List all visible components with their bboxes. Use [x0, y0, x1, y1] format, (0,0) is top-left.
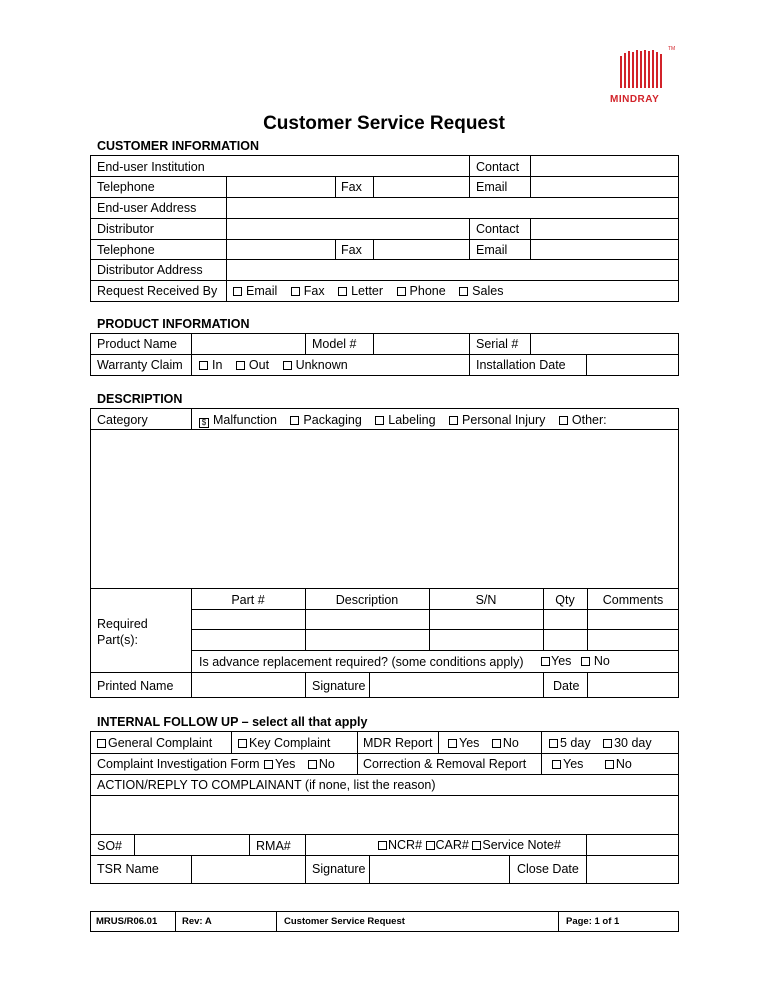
parts-col-comments: Comments	[602, 593, 664, 607]
category-labeling-checkbox[interactable]: Labeling	[375, 413, 435, 427]
required-parts-label: Required Part(s):	[97, 617, 148, 647]
tsr-name-field[interactable]	[192, 856, 304, 883]
so-field[interactable]	[135, 835, 248, 854]
mdr-yes-checkbox[interactable]: Yes	[448, 736, 479, 750]
mdr-days-options	[549, 737, 652, 750]
crr-options	[552, 758, 632, 771]
end-user-institution-label: End-user Institution	[97, 160, 205, 174]
description-heading: DESCRIPTION	[97, 392, 183, 406]
telephone-field-1[interactable]	[227, 177, 334, 196]
crr-yes-checkbox[interactable]: Yes	[552, 757, 583, 771]
received-fax-checkbox[interactable]: Fax	[291, 284, 325, 298]
received-phone-checkbox[interactable]: Phone	[397, 284, 446, 298]
advance-no-checkbox[interactable]: No	[581, 654, 610, 668]
model-label: Model #	[312, 337, 357, 351]
signature-label-2: Signature	[312, 862, 366, 876]
tsr-name-label: TSR Name	[97, 862, 159, 876]
parts-col-description: Description	[335, 593, 399, 607]
parts-col-part: Part #	[231, 593, 265, 607]
installation-date-field[interactable]	[587, 355, 678, 375]
page-title: Customer Service Request	[263, 113, 505, 134]
category-other-checkbox[interactable]: Other:	[559, 413, 607, 427]
cif-options	[264, 758, 335, 771]
footer-doc-number: MRUS/R06.01	[96, 916, 158, 927]
product-name-label: Product Name	[97, 337, 177, 351]
close-date-field[interactable]	[587, 856, 678, 883]
category-malfunction-checkbox[interactable]: $ Malfunction	[199, 413, 277, 427]
telephone-label-2: Telephone	[97, 243, 155, 257]
printed-name-field[interactable]	[192, 673, 304, 697]
cif-yes-checkbox[interactable]: Yes	[264, 757, 295, 771]
rma-field[interactable]	[306, 835, 376, 854]
logo-tm: TM	[668, 46, 676, 52]
warranty-in-checkbox[interactable]: In	[199, 358, 222, 372]
parts-row-2[interactable]	[192, 630, 678, 649]
end-user-address-field[interactable]	[227, 198, 678, 217]
crr-no-checkbox[interactable]: No	[605, 757, 632, 771]
key-complaint-checkbox[interactable]: Key Complaint	[238, 736, 330, 750]
serial-label: Serial #	[476, 337, 519, 351]
general-complaint-checkbox[interactable]: General Complaint	[97, 736, 212, 750]
installation-date-label: Installation Date	[476, 358, 566, 372]
distributor-label: Distributor	[97, 222, 154, 236]
so-label: SO#	[97, 839, 123, 853]
rma-label: RMA#	[256, 839, 291, 853]
date-field[interactable]	[588, 673, 678, 697]
contact-label-2: Contact	[476, 222, 520, 236]
parts-col-qty: Qty	[555, 593, 575, 607]
received-sales-checkbox[interactable]: Sales	[459, 284, 503, 298]
warranty-out-checkbox[interactable]: Out	[236, 358, 269, 372]
distributor-field[interactable]	[227, 219, 468, 238]
contact-field-2[interactable]	[531, 219, 678, 238]
service-note-checkbox[interactable]: Service Note#	[472, 838, 561, 852]
mdr-options	[448, 737, 519, 750]
date-label: Date	[553, 679, 580, 693]
model-field[interactable]	[374, 334, 468, 353]
footer-form-title: Customer Service Request	[284, 916, 405, 927]
contact-field-1[interactable]	[531, 156, 678, 175]
signature-field-2[interactable]	[370, 856, 508, 883]
parts-col-sn: S/N	[475, 593, 497, 607]
mindray-logo	[608, 44, 678, 106]
customer-info-heading: CUSTOMER INFORMATION	[97, 139, 260, 153]
advance-replacement-options	[541, 655, 610, 668]
warranty-options	[199, 359, 348, 372]
mdr-no-checkbox[interactable]: No	[492, 736, 519, 750]
serial-field[interactable]	[531, 334, 678, 353]
end-user-address-label: End-user Address	[97, 201, 197, 215]
email-field-1[interactable]	[531, 177, 678, 196]
category-label: Category	[97, 413, 148, 427]
advance-replacement-question: Is advance replacement required? (some conditions apply)	[199, 655, 524, 669]
thirty-day-checkbox[interactable]: 30 day	[603, 736, 652, 750]
fax-field-2[interactable]	[374, 240, 468, 258]
close-date-label: Close Date	[517, 862, 579, 876]
signature-field-1[interactable]	[370, 673, 542, 697]
distributor-address-field[interactable]	[227, 260, 678, 279]
car-checkbox[interactable]: CAR#	[426, 838, 469, 852]
printed-name-label: Printed Name	[97, 679, 174, 693]
email-label-1: Email	[476, 180, 508, 194]
internal-row1-a	[97, 737, 212, 750]
logo-text: MINDRAY	[610, 94, 660, 105]
product-info-heading: PRODUCT INFORMATION	[97, 317, 250, 331]
parts-row-1[interactable]	[192, 610, 678, 628]
ncr-checkbox[interactable]: NCR#	[378, 838, 422, 852]
internal-row1-b	[238, 737, 330, 750]
telephone-field-2[interactable]	[227, 240, 334, 258]
request-received-by-label: Request Received By	[97, 284, 218, 298]
email-label-2: Email	[476, 243, 508, 257]
cif-no-checkbox[interactable]: No	[308, 757, 335, 771]
note-options	[378, 839, 561, 852]
email-field-2[interactable]	[531, 240, 678, 258]
advance-yes-checkbox[interactable]: Yes	[541, 654, 571, 668]
complaint-investigation-form-label: Complaint Investigation Form	[97, 757, 260, 771]
received-letter-checkbox[interactable]: Letter	[338, 284, 383, 298]
contact-label-1: Contact	[476, 160, 520, 174]
category-packaging-checkbox[interactable]: Packaging	[290, 413, 361, 427]
telephone-label-1: Telephone	[97, 180, 155, 194]
category-options	[199, 414, 607, 428]
signature-label-1: Signature	[312, 679, 366, 693]
correction-removal-report-label: Correction & Removal Report	[363, 757, 527, 771]
description-text-area[interactable]	[91, 430, 678, 587]
fax-field-1[interactable]	[374, 177, 468, 196]
fax-label-2: Fax	[341, 243, 362, 257]
product-name-field[interactable]	[192, 334, 304, 353]
five-day-checkbox[interactable]: 5 day	[549, 736, 591, 750]
mdr-report-label: MDR Report	[363, 736, 433, 750]
end-user-institution-field[interactable]	[200, 156, 468, 175]
internal-follow-up-heading: INTERNAL FOLLOW UP – select all that apply	[97, 715, 368, 729]
received-by-options	[233, 285, 503, 298]
distributor-address-label: Distributor Address	[97, 263, 203, 277]
received-email-checkbox[interactable]: Email	[233, 284, 277, 298]
action-reply-label: ACTION/REPLY TO COMPLAINANT (if none, list the reason)	[97, 778, 436, 792]
warranty-unknown-checkbox[interactable]: Unknown	[283, 358, 348, 372]
footer-revision: Rev: A	[182, 916, 212, 927]
footer-page: Page: 1 of 1	[566, 916, 620, 927]
action-reply-field[interactable]	[91, 796, 678, 833]
warranty-claim-label: Warranty Claim	[97, 358, 183, 372]
category-personal-injury-checkbox[interactable]: Personal Injury	[449, 413, 545, 427]
fax-label-1: Fax	[341, 180, 362, 194]
